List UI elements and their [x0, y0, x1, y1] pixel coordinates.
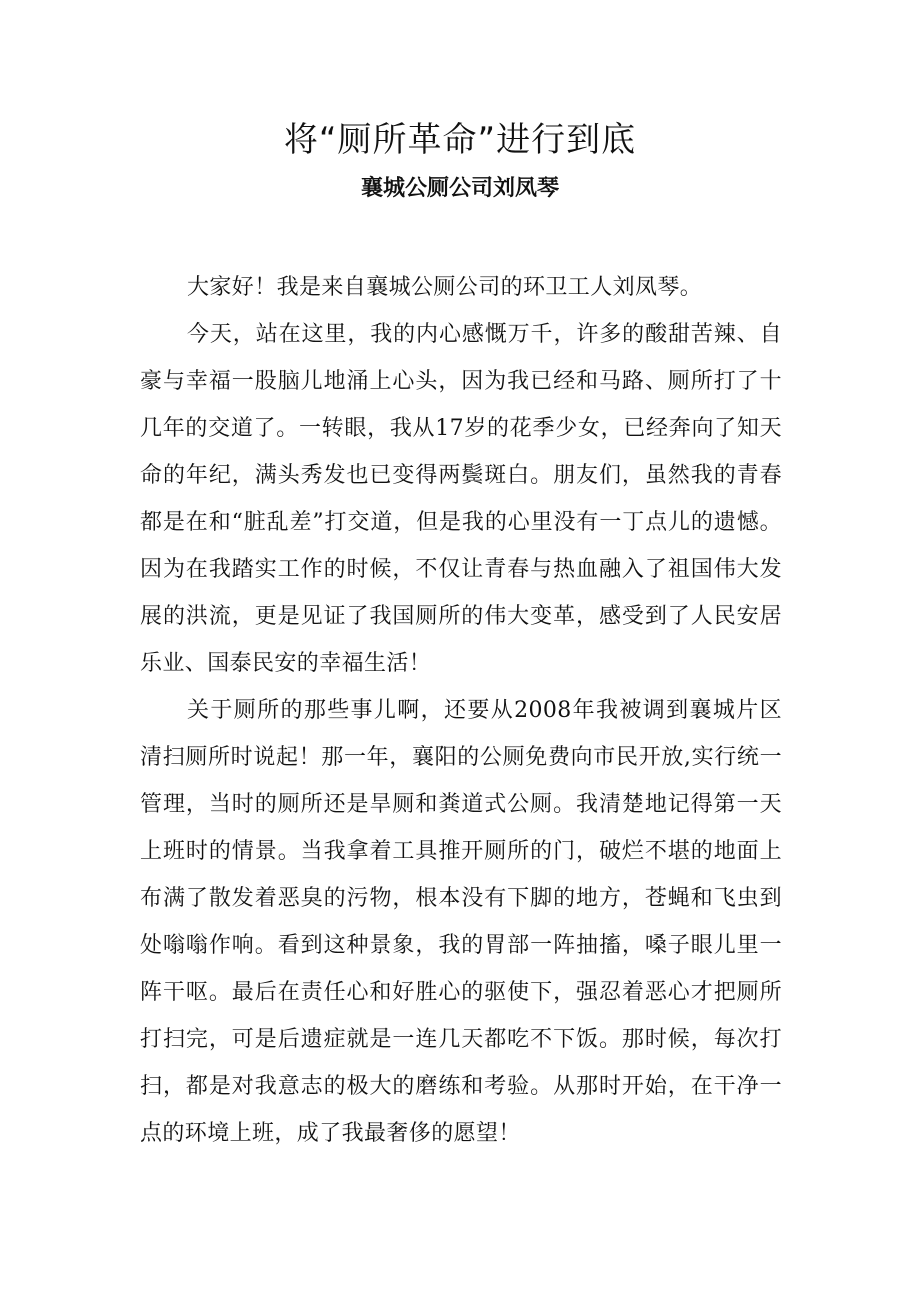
document-body — [140, 264, 782, 1157]
paragraph-history: 关于厕所的那些事儿啊，还要从2008年我被调到襄城片区清扫厕所时说起！那一年，襄阳的公厕免费向市民开放,实行统一管理，当时的厕所还是旱厕和粪道式公厕。我清楚地记得第一天上班时的情景。当我拿着工具推开厕所的门，破烂不堪的地面上布满了散发着恶臭的污物，根本没有下脚的地方，苍蝇和飞虫到处嗡嗡作响。看到这种景象，我的胃部一阵抽搐，嗓子眼儿里一阵干呕。最后在责任心和好胜心的驱使下，强忍着恶心才把厕所打扫完，可是后遗症就是一连几天都吃不下饭。那时候，每次打扫，都是对我意志的极大的磨练和考验。从那时开始，在干净一点的环境上班，成了我最奢侈的愿望！ — [140, 698, 782, 1146]
paragraph-greeting: 大家好！我是来自襄城公厕公司的环卫工人刘凤琴。 — [187, 275, 703, 300]
document-title: 将“厕所革命”进行到底 — [283, 120, 637, 160]
paragraph-reflection: 今天，站在这里，我的内心感慨万千，许多的酸甜苦辣、自豪与幸福一股脑儿地涌上心头，因为我已经和马路、厕所打了十几年的交道了。一转眼，我从17岁的花季少女，已经奔向了知天命的年纪，满头秀发也已变得两鬓斑白。朋友们，虽然我的青春都是在和“脏乱差”打交道，但是我的心里没有一丁点儿的遗憾。因为在我踏实工作的时候，不仅让青春与热血融入了祖国伟大发展的洪流，更是见证了我国厕所的伟大变革，感受到了人民安居乐业、国泰民安的幸福生活！ — [140, 322, 782, 676]
document-author: 襄城公厕公司刘凤琴 — [360, 176, 559, 201]
